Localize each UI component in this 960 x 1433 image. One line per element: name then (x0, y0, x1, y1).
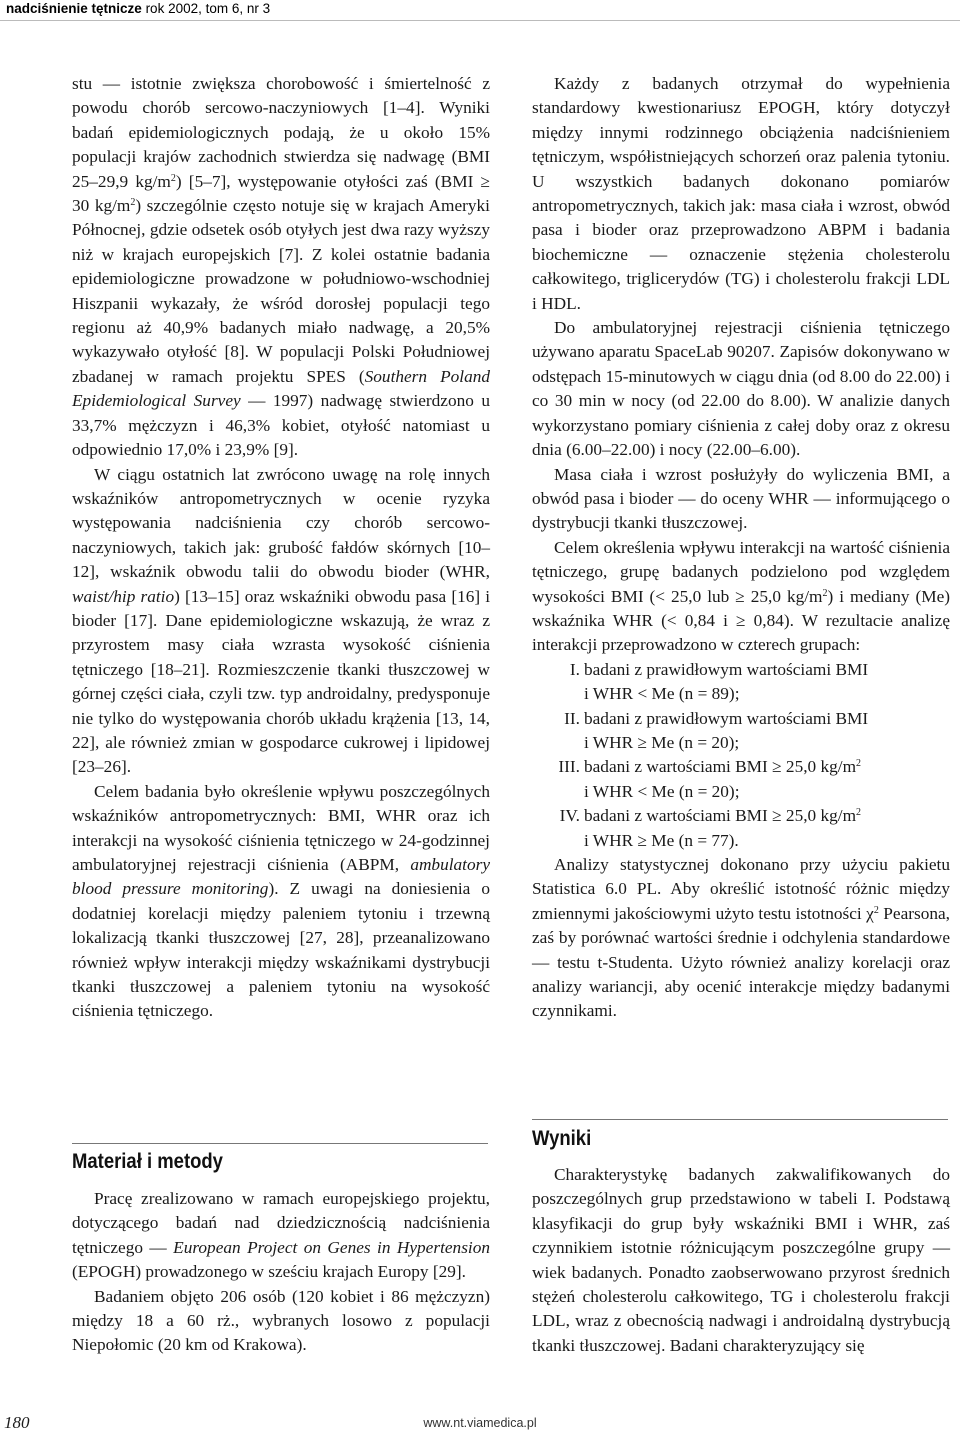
group-list (532, 658, 950, 853)
journal-url: www.nt.viamedica.pl (423, 1416, 537, 1430)
section-title-methods: Materiał i metody (72, 1150, 223, 1173)
paragraph: Do ambulatoryjnej rejestracji ciśnienia tętniczego używano aparatu SpaceLab 90207. Zapisów dokonywano w odstępach 15-minutowych w ciągu dnia (od 8.00 do 22.00) i co 30 min w nocy (od 22.00 do 8.00). W analizie danych wykorzystano pomiary ciśnienia z całej doby oraz z okresu dnia (6.00–22.00) i nocy (22.00–6.00). (532, 318, 950, 460)
header-rule (0, 20, 960, 21)
list-item: II. badani z prawidłowym wartościami BMI i WHR ≥ Me (n = 20); (564, 708, 869, 752)
left-column-intro (72, 72, 490, 1024)
running-header (0, 0, 960, 18)
journal-name: nadciśnienie tętnicze (6, 1, 142, 16)
section-title-results: Wyniki (532, 1127, 592, 1150)
paragraph: Analizy statystycznej dokonano przy użyciu pakietu Statistica 6.0 PL. Aby określić istotność różnic między zmiennymi jakościowymi użyto testu istotności $\chi^2$ Pearsona, zaś by porównać wartości średnie i odchylenia standardowe — testu t-Studenta. Użyto również analizy korelacji oraz analizy wariancji, aby ocenić interakcje między badanymi czynnikami. (532, 855, 950, 1021)
paragraph: W ciągu ostatnich lat zwrócono uwagę na rolę innych wskaźników antropometrycznych w ocenie ryzyka występowania nadciśnienia czy chorób sercowo-naczyniowych, takich jak: grubość fałdów skórnych [10–12], wskaźnik obwodu talii do obwodu bioder (WHR, waist/hip ratio) [13–15] oraz wskaźniki obwodu pasa [16] i bioder [17]. Dane epidemiologiczne wskazują, że wraz z przyrostem masy ciała wzrasta wysokość ciśnienia tętniczego [18–21]. Rozmieszczenie tkanki tłuszczowej w górnej części ciała, czyli tzw. typ androidalny, predysponuje nie tylko do występowania chorób układu krążenia [13, 14, 22], ale również zmian w gospodarce cukrowej i lipidowej [23–26]. (72, 464, 491, 777)
paragraph: Każdy z badanych otrzymał do wypełnienia standardowy kwestionariusz EPOGH, który dotyczył między innymi rodzinnego obciążenia nadciśnieniem tętniczym, współistniejących schorzeń oraz palenia tytoniu. U wszystkich badanych dokonano pomiarów antropometrycznych, takich jak: masa ciała i wzrost, obwód pasa i bioder oraz przeprowadzono ABPM i badania biochemiczne — oznaczenie stężenia cholesterolu całkowitego, triglicerydów (TG) i cholesterolu frakcji LDL i HDL. (532, 74, 950, 313)
journal-issue: rok 2002, tom 6, nr 3 (145, 1, 271, 16)
paragraph: Celem określenia wpływu interakcji na wartość ciśnienia tętniczego, grupę badanych podzielono pod względem wysokości BMI (< 25,0 lub ≥ 25,0 $kg/m^2$) i mediany (Me) wskaźnika WHR (< 0,84 i ≥ 0,84). W rezultacie analizę interakcji przeprowadzono w czterech grupach: (532, 537, 950, 655)
page-number: 180 (4, 1413, 30, 1432)
paragraph: Charakterystykę badanych zakwalifikowanych do poszczególnych grup przedstawiono w tabeli I. Podstawą klasyfikacji do grup były wskaźniki BMI i WHR, zaś czynnikiem istotnie różnicującym poszczególne grupy — wiek badanych. Ponadto zaobserwowano przyrost średnich stężeń cholesterolu całkowitego, TG i cholesterolu frakcji LDL, wraz z obecnością nadwagi i androidalną dystrybucją tkanki tłuszczowej. Badani charakteryzujący się (532, 1165, 950, 1355)
paragraph: Masa ciała i wzrost posłużyły do wyliczenia BMI, a obwód pasa i bioder — do oceny WHR — informującego o dystrybucji tkanki tłuszczowej. (532, 464, 950, 533)
left-column-methods (72, 1187, 490, 1358)
paragraph: Badaniem objęto 206 osób (120 kobiet i 86 mężczyzn) między 18 a 60 rż., wybranych losowo z populacji Niepołomic (20 km od Krakowa). (72, 1286, 490, 1355)
paragraph: stu — istotnie zwiększa chorobowość i śmiertelność z powodu chorób sercowo-naczyniowych [1–4]. Wyniki badań epidemiologicznych podają, że u około 15% populacji krajów zachodnich stwierdza się nadwagę (BMI 25–29,9 $kg/m^2$) [5–7], występowanie otyłości zaś (BMI ≥ 30 $kg/m^2$) szczególnie często notuje się w krajach Ameryki Północnej, gdzie odsetek osób otyłych jest dwa razy wyższy niż w krajach europejskich [7]. Z kolei ostatnie badania epidemiologiczne prowadzone w południowo-wschodniej Hiszpanii wykazały, że wśród dorosłej populacji tego regionu aż 40,9% badanych miało nadwagę, a 20,5% wykazywało otyłość [8]. W populacji Polski Południowej zbadanej w ramach projektu SPES (Southern Poland Epidemiological Survey — 1997) nadwagę stwierdzono u 33,7% mężczyzn i 46,3% kobiet, otyłość natomiast u odpowiednio 17,0% i 23,9% [9]. (72, 74, 490, 460)
journal-header (6, 1, 270, 16)
right-column-results (532, 1163, 950, 1358)
paragraph: Celem badania było określenie wpływu poszczególnych wskaźników antropometrycznych: BMI, WHR oraz ich interakcji na wysokość ciśnienia tętniczego w 24-godzinnej ambulatoryjnej rejestracji ciśnienia (ABPM, ambulatory blood pressure monitoring). Z uwagi na doniesienia o dodatniej korelacji między paleniem tytoniu i trzewną lokalizacją tkanki tłuszczowej [27, 28], przeanalizowano również wpływ interakcji między wskaźnikami dystrybucji tkanki tłuszczowej a paleniem tytoniu na wysokość ciśnienia tętniczego. (72, 781, 490, 1021)
list-item: III. badani z wartościami BMI ≥ 25,0 $kg/m^2$ i WHR < Me (n = 20); (558, 757, 862, 801)
list-item: I. badani z prawidłowym wartościami BMI i WHR < Me (n = 89); (569, 659, 869, 704)
paragraph: Pracę zrealizowano w ramach europejskiego projektu, dotyczącego badań nad dziedzicznością nadciśnienia tętniczego — European Project on Genes in Hypertension (EPOGH) prowadzonego w sześciu krajach Europy [29]. (72, 1189, 490, 1282)
section-rule (72, 1143, 488, 1144)
section-rule (532, 1119, 948, 1120)
list-item: IV. badani z wartościami BMI ≥ 25,0 $kg/m^2$ i WHR ≥ Me (n = 77). (559, 806, 862, 850)
right-column-methods (532, 72, 950, 1024)
